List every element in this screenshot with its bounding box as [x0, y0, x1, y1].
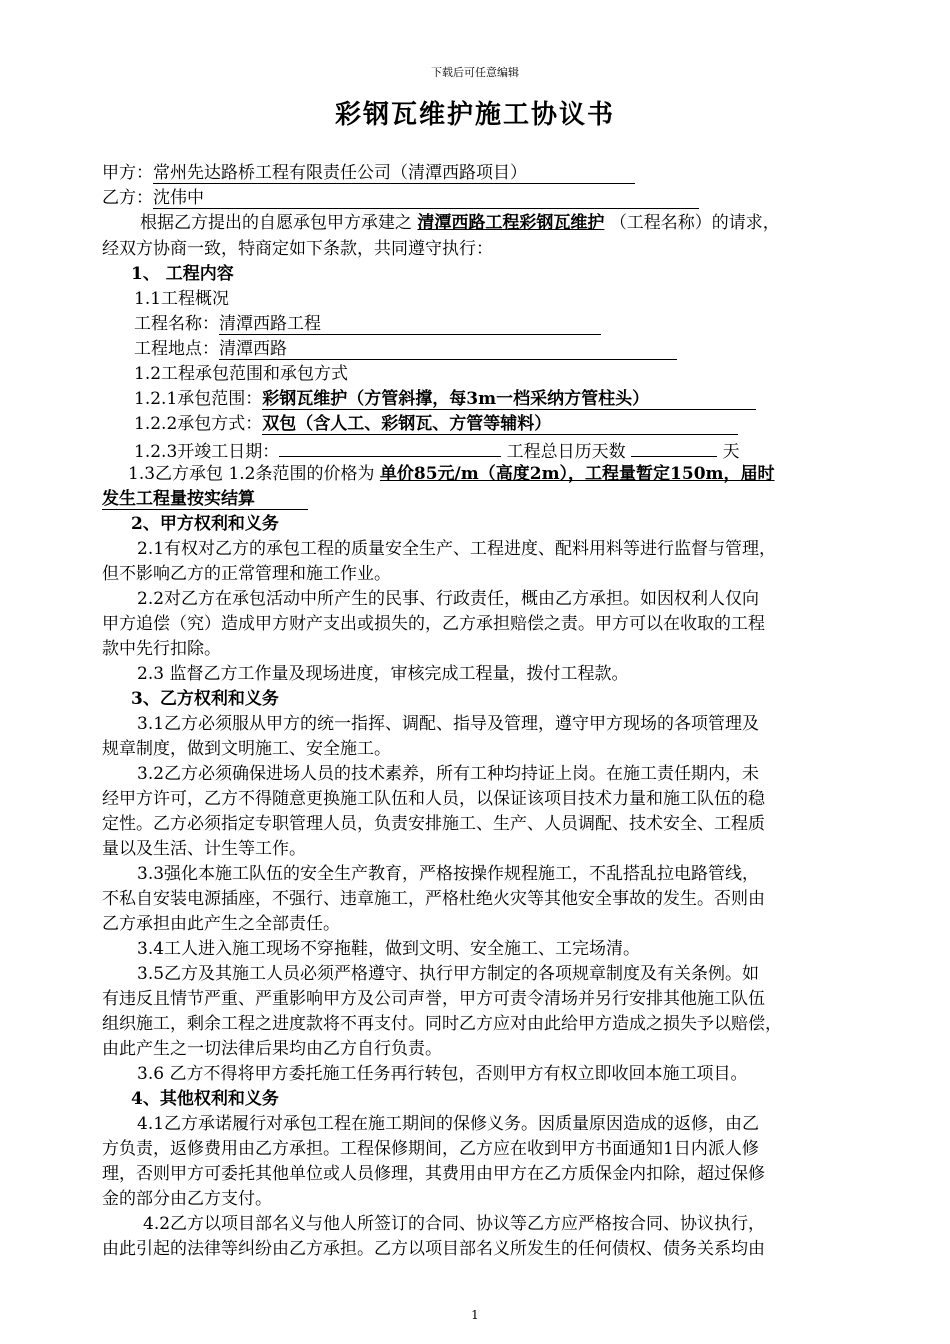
scope-label: 1.2.1承包范围： [134, 389, 263, 409]
contract-mode-label: 1.2.2承包方式： [134, 414, 263, 434]
section-3-5-b: 有违反且情节严重、严重影响甲方及公司声誉，甲方可责令清场并另行安排其他施工队伍 [102, 989, 765, 1009]
intro-text-a: 根据乙方提出的自愿承包甲方承建之 [140, 213, 412, 233]
section-2-2-b: 甲方追偿（究）造成甲方财产支出或损失的，乙方承担赔偿之责。甲方可以在收取的工程 [102, 614, 765, 634]
party-a-label: 甲方： [102, 163, 153, 183]
section-3-heading: 3、乙方权利和义务 [131, 689, 279, 709]
section-3-6: 3.6 乙方不得将甲方委托施工任务再行转包，否则甲方有权立即收回本施工项目。 [137, 1064, 748, 1084]
section-4-1-b: 方负责，返修费用由乙方承担。工程保修期间，乙方应在收到甲方书面通知1日内派人修 [102, 1139, 759, 1159]
total-days-label: 工程总日历天数 [506, 442, 626, 462]
contract-mode-line [134, 413, 738, 435]
section-2-heading: 2、甲方权利和义务 [131, 514, 279, 534]
party-b-line [102, 187, 699, 209]
dates-line [134, 438, 739, 463]
dates-blank [279, 438, 501, 457]
section-2-1-a: 2.1有权对乙方的承包工程的质量安全生产、工程进度、配料用料等进行监督与管理， [137, 539, 777, 559]
project-name-label: 工程名称： [134, 314, 219, 334]
total-days-unit: 天 [722, 442, 740, 462]
section-3-5-a: 3.5乙方及其施工人员必须严格遵守、执行甲方制定的各项规章制度及有关条例。如 [137, 964, 760, 984]
project-location-label: 工程地点： [134, 339, 219, 359]
intro-project-name: 清潭西路工程彩钢瓦维护 [417, 213, 605, 233]
party-a-line [102, 162, 635, 184]
project-location-line [134, 338, 677, 360]
section-3-5-c: 组织施工，剩余工程之进度款将不再支付。同时乙方应对由此给甲方造成之损失予以赔偿， [102, 1014, 782, 1034]
section-3-3-b: 不私自安装电源插座，不强行、违章施工，严格杜绝火灾等其他安全事故的发生。否则由 [102, 889, 765, 909]
scope-line [134, 388, 756, 410]
section-3-3-a: 3.3强化本施工队伍的安全生产教育，严格按操作规程施工，不乱搭乱拉电路管线， [137, 864, 760, 884]
section-3-4: 3.4工人进入施工现场不穿拖鞋，做到文明、安全施工、工完场清。 [137, 939, 641, 959]
price-value-b: 发生工程量按实结算 [102, 489, 308, 510]
section-3-1-a: 3.1乙方必须服从甲方的统一指挥、调配、指导及管理，遵守甲方现场的各项管理及 [137, 714, 760, 734]
project-name-line [134, 313, 601, 335]
party-a-value: 常州先达路桥工程有限责任公司（清潭西路项目） [153, 163, 635, 184]
price-value-a: 单价85元/m（高度2m），工程量暂定150m，届时 [379, 464, 775, 484]
intro-line-1 [140, 212, 780, 234]
price-line-2 [102, 488, 308, 510]
section-3-5-d: 由此产生之一切法律后果均由乙方自行负责。 [102, 1039, 442, 1059]
document-title: 彩钢瓦维护施工协议书 [334, 100, 615, 130]
intro-text-b: （工程名称）的请求， [609, 213, 780, 233]
section-3-2-a: 3.2乙方必须确保进场人员的技术素养，所有工种均持证上岗。在施工责任期内，未 [137, 764, 760, 784]
section-3-2-d: 量以及生活、计生等工作。 [102, 839, 306, 859]
section-2-1-b: 但不影响乙方的正常管理和施工作业。 [102, 564, 391, 584]
section-4-1-c: 理，否则甲方可委托其他单位或人员修理，其费用由甲方在乙方质保金内扣除，超过保修 [102, 1164, 765, 1184]
section-1-1: 1.1工程概况 [134, 289, 230, 309]
contract-mode-value: 双包（含人工、彩钢瓦、方管等辅料） [262, 414, 738, 435]
price-label: 1.3乙方承包 1.2条范围的价格为 [128, 464, 375, 484]
section-4-2-a: 4.2乙方以项目部名义与他人所签订的合同、协议等乙方应严格按合同、协议执行， [143, 1214, 766, 1234]
dates-label: 1.2.3开竣工日期： [134, 442, 280, 462]
section-2-2-c: 款中先行扣除。 [102, 639, 221, 659]
party-b-label: 乙方： [102, 188, 153, 208]
section-4-2-b: 由此引起的法律等纠纷由乙方承担。乙方以项目部名义所发生的任何债权、债务关系均由 [102, 1239, 765, 1259]
section-1-heading: 1、 工程内容 [131, 264, 234, 284]
project-name-value: 清潭西路工程 [219, 314, 601, 335]
section-3-2-c: 定性。乙方必须指定专职管理人员，负责安排施工、生产、人员调配、技术安全、工程质 [102, 814, 765, 834]
party-b-value: 沈伟中 [153, 188, 699, 209]
section-3-2-b: 经甲方许可，乙方不得随意更换施工队伍和人员，以保证该项目技术力量和施工队伍的稳 [102, 789, 765, 809]
section-4-1-a: 4.1乙方承诺履行对承包工程在施工期间的保修义务。因质量原因造成的返修，由乙 [137, 1114, 760, 1134]
section-3-3-c: 乙方承担由此产生之全部责任。 [102, 914, 340, 934]
section-2-3: 2.3 监督乙方工作量及现场进度，审核完成工程量，拨付工程款。 [137, 664, 629, 684]
scope-value: 彩钢瓦维护（方管斜撑，每3m一档采纳方管柱头） [262, 389, 756, 410]
intro-line-2: 经双方协商一致，特商定如下条款，共同遵守执行： [102, 239, 493, 259]
page-number: 1 [471, 1308, 479, 1322]
total-days-blank [631, 438, 717, 457]
section-1-2: 1.2工程承包范围和承包方式 [134, 364, 349, 384]
project-location-value: 清潭西路 [219, 339, 677, 360]
section-3-1-b: 规章制度，做到文明施工、安全施工。 [102, 739, 391, 759]
price-line-1 [128, 463, 775, 485]
header-note: 下载后可任意编辑 [431, 66, 519, 79]
section-2-2-a: 2.2对乙方在承包活动中所产生的民事、行政责任，概由乙方承担。如因权利人仅向 [137, 589, 760, 609]
section-4-1-d: 金的部分由乙方支付。 [102, 1189, 272, 1209]
section-4-heading: 4、其他权利和义务 [131, 1089, 279, 1109]
